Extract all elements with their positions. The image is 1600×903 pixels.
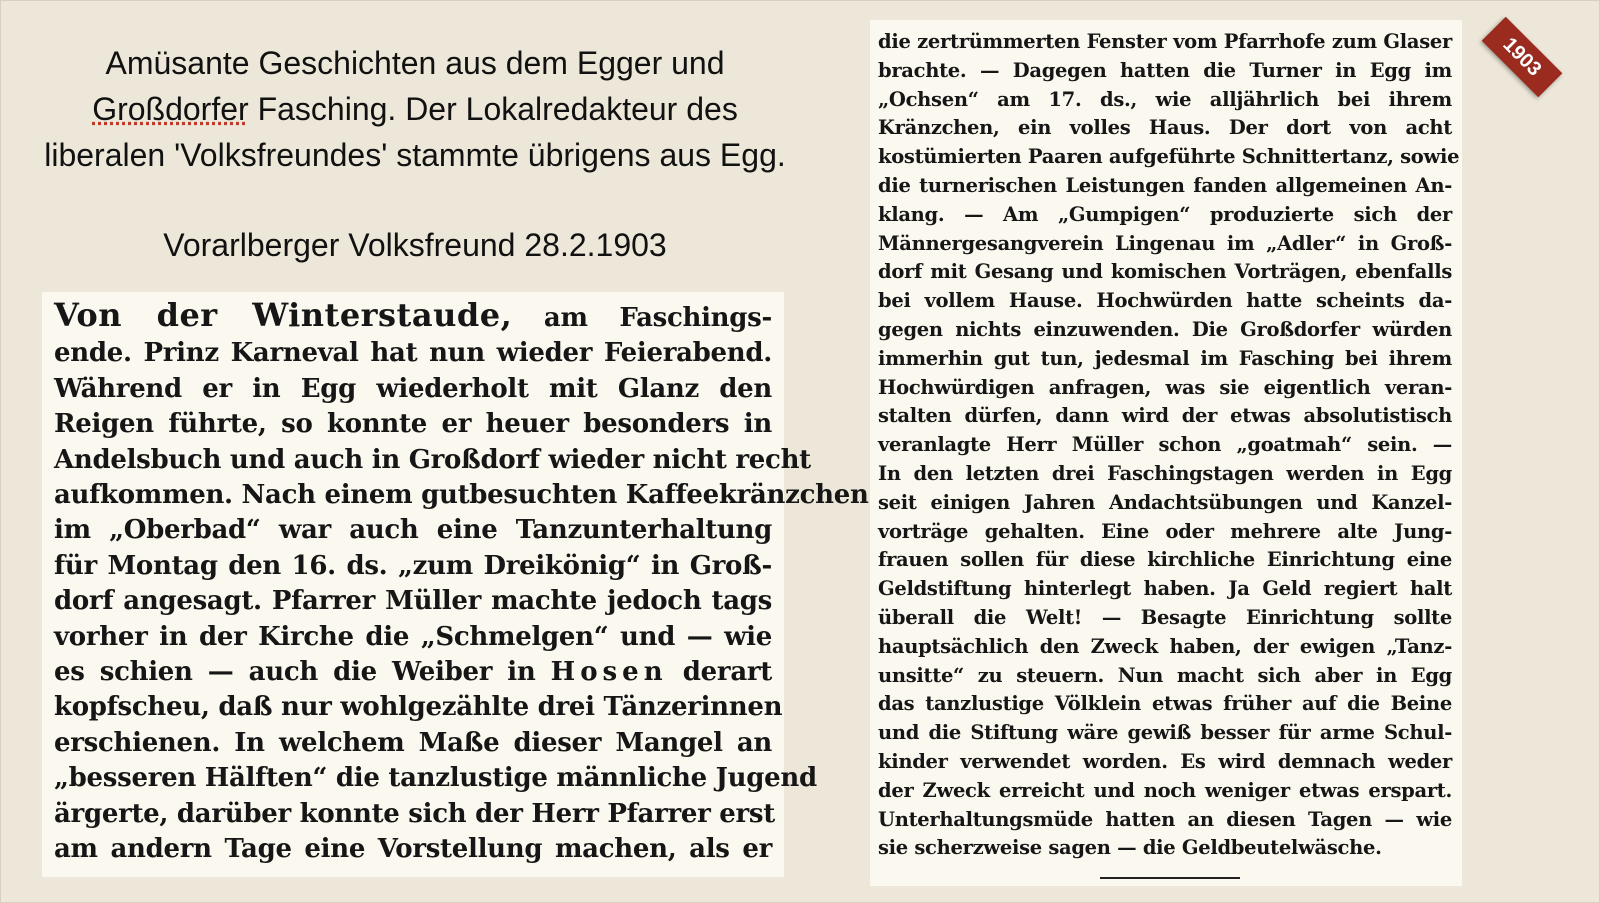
clipping-line: hauptsächlich den Zweck haben, der ewigen „Tanz-: [878, 634, 1452, 658]
clipping-line: das tanzlustige Völklein etwas früher auf die Beine: [878, 692, 1452, 716]
clipping-line: für Montag den 16. ds. „zum Dreikönig“ in Groß-: [54, 550, 772, 581]
clipping-emphasis: Hosen: [550, 657, 668, 688]
clipping-line: im „Oberbad“ war auch eine Tanzunterhaltung: [54, 515, 772, 546]
clipping-line: sie scherzweise sagen — die Geldbeutelwäsche.: [878, 836, 1382, 860]
clipping-line: kopfscheu, daß nur wohlgezählte drei Tänzerinnen: [54, 692, 783, 723]
clipping-line: und die Stiftung wäre gewiß besser für arme Schul-: [878, 721, 1452, 745]
clipping-line: am andern Tage eine Vorstellung machen, als er: [54, 834, 772, 865]
intro-text: [30, 40, 800, 178]
clipping-line: In den letzten drei Faschingstagen werden in Egg: [878, 461, 1452, 485]
clipping-line: Während er in Egg wiederholt mit Glanz den: [54, 373, 772, 404]
clipping-line: ärgerte, darüber konnte sich der Herr Pfarrer erst: [54, 798, 775, 829]
clipping-line: gegen nichts einzuwenden. Die Großdorfer würden: [878, 317, 1452, 341]
clipping-line: Männergesangverein Lingenau im „Adler“ in Groß-: [878, 231, 1452, 255]
intro-line-2: [30, 86, 800, 132]
clipping-line: ende. Prinz Karneval hat nun wieder Feierabend.: [54, 338, 772, 369]
clipping-line: klang. — Am „Gumpigen“ produzierte sich der: [878, 202, 1452, 226]
clipping-line: vorträge gehalten. Eine oder mehrere alte Jung-: [878, 519, 1452, 543]
clipping-line-text: am Faschings-: [543, 303, 772, 333]
clipping-line: die turnerischen Leistungen fanden allgemeinen An-: [878, 173, 1452, 197]
source-citation: Vorarlberger Volksfreund 28.2.1903: [163, 227, 667, 263]
clipping-line: veranlagte Herr Müller schon „goatmah“ sein. —: [878, 433, 1452, 457]
clipping-line: „besseren Hälften“ die tanzlustige männliche Jugend: [54, 763, 817, 794]
newspaper-clipping-left: [42, 292, 869, 877]
clipping-line: überall die Welt! — Besagte Einrichtung sollte: [878, 605, 1452, 629]
clipping-line: Andelsbuch und auch in Großdorf wieder nicht recht: [54, 444, 811, 475]
clipping-line: seit einigen Jahren Andachtsübungen und Kanzel-: [878, 490, 1452, 514]
clipping-line: stalten dürfen, dann wird der etwas absolutistisch: [878, 404, 1452, 428]
clipping-line: immerhin gut tun, jedesmal im Fasching bei ihrem: [878, 346, 1452, 370]
clipping-line: Reigen führte, so konnte er heuer besonders in: [54, 409, 772, 440]
clipping-line: Geldstiftung hinterlegt haben. Ja Geld regiert halt: [878, 577, 1452, 601]
clipping-line: der Zweck erreicht und noch weniger etwas erspart.: [878, 778, 1452, 802]
clipping-headline: Von der Winterstaude,: [54, 296, 513, 334]
article-end-rule: [1100, 877, 1240, 879]
intro-line-1: Amüsante Geschichten aus dem Egger und: [105, 45, 725, 81]
clipping-line: [54, 655, 772, 690]
clipping-line: erschienen. In welchem Maße dieser Mangel an: [54, 727, 772, 758]
clipping-line-text: derart: [682, 657, 772, 688]
clipping-line: die zertrümmerten Fenster vom Pfarrhofe zum Glaser: [878, 30, 1452, 53]
clipping-line: kinder verwendet worden. Es wird demnach weder: [878, 749, 1452, 773]
intro-line-3: liberalen 'Volksfreundes' stammte übrigens aus Egg.: [44, 137, 786, 173]
clipping-line: kostümierten Paaren aufgeführte Schnittertanz, sowie: [878, 145, 1460, 169]
clipping-line: dorf angesagt. Pfarrer Müller machte jedoch tags: [54, 586, 772, 617]
clipping-line: dorf mit Gesang und komischen Vorträgen, ebenfalls: [878, 260, 1452, 284]
clipping-line: Kränzchen, ein volles Haus. Der dort von acht: [878, 116, 1452, 140]
clipping-line: brachte. — Dagegen hatten die Turner in Egg im: [878, 58, 1452, 82]
clipping-line: vorher in der Kirche die „Schmelgen“ und — wie: [54, 621, 772, 652]
clipping-line: [54, 298, 772, 336]
clipping-line: „Ochsen“ am 17. ds., wie alljährlich bei ihrem: [878, 87, 1452, 111]
intro-line-2-rest: Fasching. Der Lokalredakteur des: [248, 91, 738, 127]
clipping-line: aufkommen. Nach einem gutbesuchten Kaffeekränzchen: [54, 480, 869, 511]
clipping-line: Unterhaltungsmüde hatten an diesen Tagen — wie: [878, 807, 1452, 831]
clipping-line: Hochwürdigen anfragen, was sie eigentlich veran-: [878, 375, 1452, 399]
newspaper-clipping-right: [870, 20, 1462, 886]
clipping-line: unsitte“ zu steuern. Nun macht sich aber in Egg: [878, 663, 1452, 687]
clipping-line: bei vollem Hause. Hochwürden hatte scheints da-: [878, 289, 1452, 313]
intro-underlined-word: Großdorfer: [92, 91, 249, 127]
clipping-line-text: es schien — auch die Weiber in: [54, 657, 536, 688]
clipping-line: frauen sollen für diese kirchliche Einrichtung eine: [878, 548, 1452, 572]
year-badge: 1903: [1482, 17, 1563, 98]
